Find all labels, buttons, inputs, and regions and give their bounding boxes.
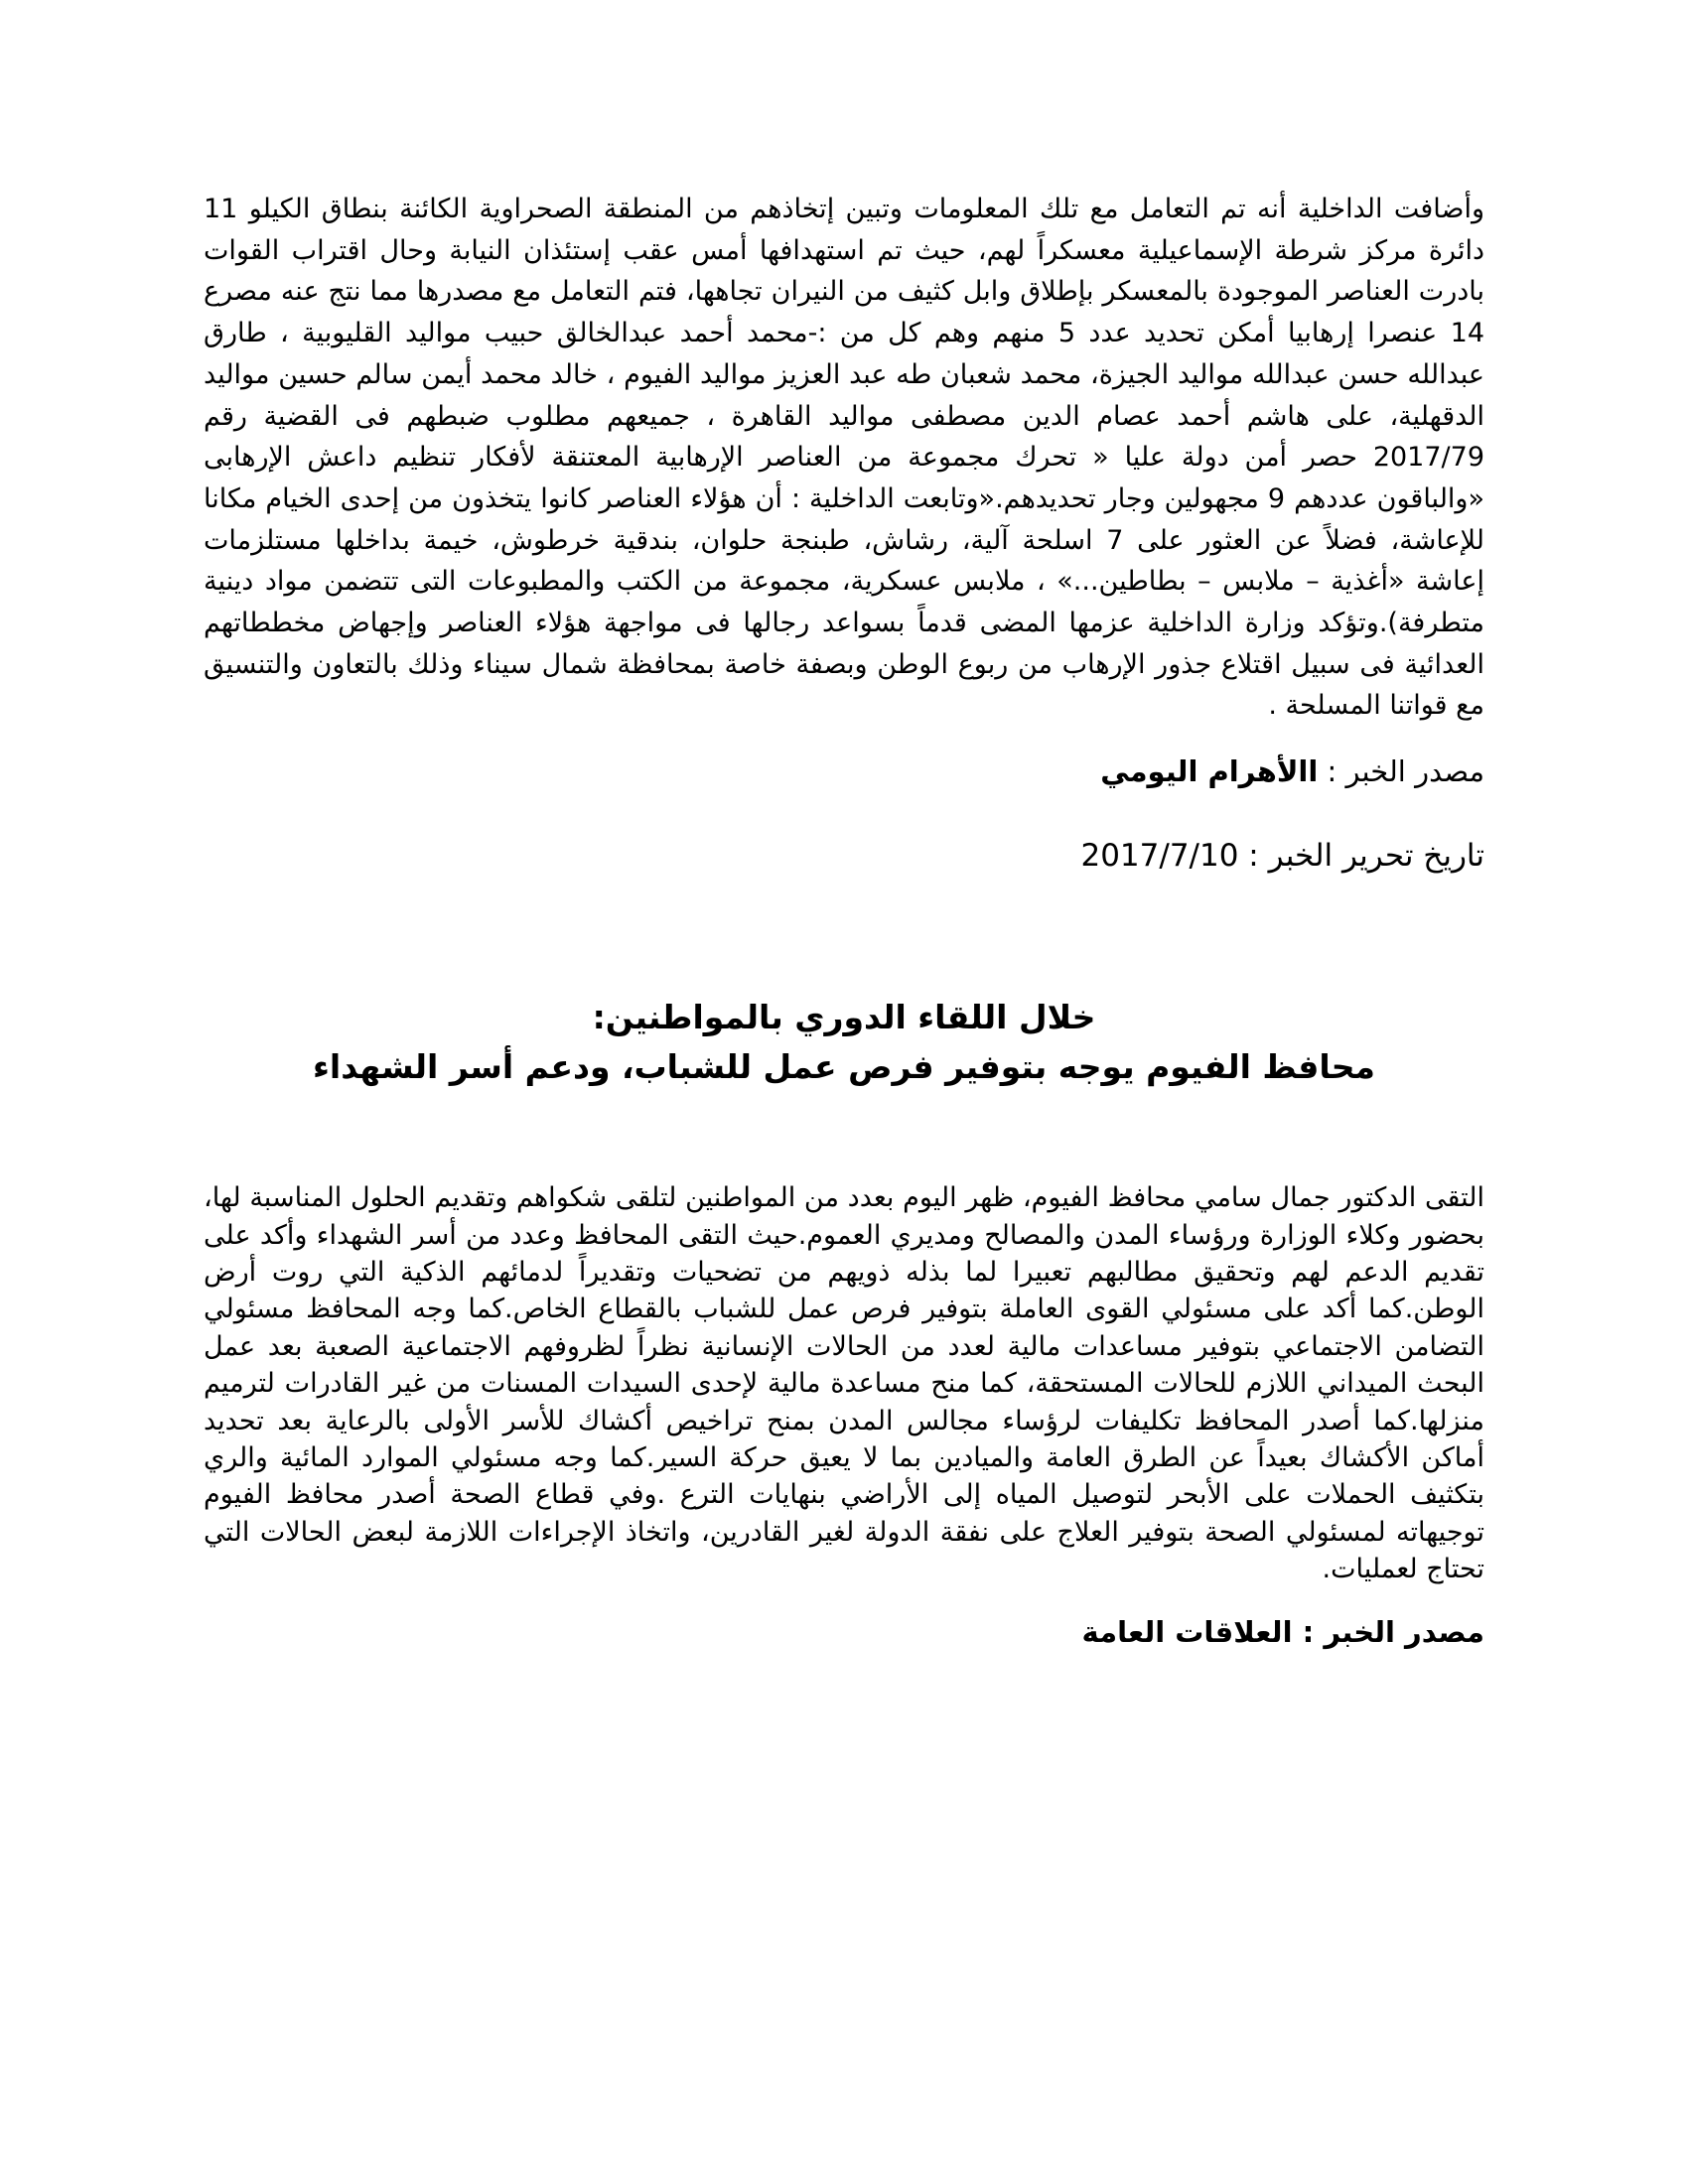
article1-date (204, 838, 1484, 874)
source-value: االأهرام اليومي (1100, 754, 1319, 789)
article2-headline (204, 993, 1484, 1092)
document-page (204, 189, 1484, 1649)
source-label: مصدر الخبر : (1327, 754, 1484, 789)
headline-line-2: محافظ الفيوم يوجه بتوفير فرص عمل للشباب، ودعم أسر الشهداء (313, 1047, 1375, 1087)
date-label: تاريخ تحرير الخبر : (1248, 838, 1484, 875)
headline-line-1: خلال اللقاء الدوري بالمواطنين: (592, 998, 1096, 1037)
article2-source (204, 1615, 1484, 1649)
article1-source (204, 754, 1484, 788)
source-label: مصدر الخبر : (1302, 1614, 1484, 1649)
article1-body: وأضافت الداخلية أنه تم التعامل مع تلك المعلومات وتبين إتخاذهم من المنطقة الصحراوية الكائنة بنطاق الكيلو 11 دائرة مركز شرطة الإسماعيلية معسكراً لهم، حيث تم استهدافها أمس عقب إستئذان النيابة وحال اقتراب القوات بادرت العناصر الموجودة بالمعسكر بإطلاق وابل كثيف من النيران تجاهها، فتم التعامل مع مصدرها مما نتج عنه مصرع 14 عنصرا إرهابيا أمكن تحديد عدد 5 منهم وهم كل من :-محمد أحمد عبدالخالق حبيب مواليد القليوبية ، طارق عبدالله حسن عبدالله مواليد الجيزة، محمد شعبان طه عبد العزيز مواليد الفيوم ، خالد محمد أيمن سالم حسين مواليد الدقهلية، على هاشم أحمد عصام الدين مصطفى مواليد القاهرة ، جميعهم مطلوب ضبطهم فى القضية رقم 2017/79 حصر أمن دولة عليا « تحرك مجموعة من العناصر الإرهابية المعتنقة لأفكار تنظيم داعش الإرهابى «والباقون عددهم 9 مجهولين وجار تحديدهم.«وتابعت الداخلية : أن هؤلاء العناصر كانوا يتخذون من إحدى الخيام مكانا للإعاشة، فضلاً عن العثور على 7 اسلحة آلية، رشاش، طبنجة حلوان، بندقية خرطوش، خيمة بداخلها مستلزمات إعاشة «أغذية – ملابس – بطاطين...» ، ملابس عسكرية، مجموعة من الكتب والمطبوعات التى تتضمن مواد دينية متطرفة).وتؤكد وزارة الداخلية عزمها المضى قدماً بسواعد رجالها فى مواجهة هؤلاء العناصر وإجهاض مخططاتهم العدائية فى سبيل اقتلاع جذور الإرهاب من ربوع الوطن وبصفة خاصة بمحافظة شمال سيناء وذلك بالتعاون والتنسيق مع قواتنا المسلحة . (204, 194, 1485, 722)
date-value: 2017/7/10 (1080, 838, 1239, 875)
source-value: العلاقات العامة (1081, 1614, 1293, 1649)
article2-body: التقى الدكتور جمال سامي محافظ الفيوم، ظهر اليوم بعدد من المواطنين لتلقى شكواهم وتقديم الحلول المناسبة لها، بحضور وكلاء الوزارة ورؤساء المدن والمصالح ومديري العموم.حيث التقى المحافظ وعدد من أسر الشهداء وأكد على تقديم الدعم لهم وتحقيق مطالبهم تعبيرا لما بذله ذويهم من تضحيات وتقديراً لدمائهم الذكية التي روت أرض الوطن.كما أكد على مسئولي القوى العاملة بتوفير فرص عمل للشباب بالقطاع الخاص.كما وجه المحافظ مسئولي التضامن الاجتماعي بتوفير مساعدات مالية لعدد من الحالات الإنسانية نظراً لظروفهم الاجتماعية الصعبة بعد عمل البحث الميداني اللازم للحالات المستحقة، كما منح مساعدة مالية لإحدى السيدات المسنات من غير القادرات لترميم منزلها.كما أصدر المحافظ تكليفات لرؤساء مجالس المدن بمنح تراخيص أكشاك للأسر الأولى بالرعاية بعد تحديد أماكن الأكشاك بعيداً عن الطرق العامة والميادين بما لا يعيق حركة السير.كما وجه مسئولي الموارد المائية والري بتكثيف الحملات على الأبحر لتوصيل المياه إلى الأراضي بنهايات الترع .وفي قطاع الصحة أصدر محافظ الفيوم توجيهاته لمسئولي الصحة بتوفير العلاج على نفقة الدولة لغير القادرين، واتخاذ الإجراءات اللازمة لبعض الحالات التي تحتاج لعمليات. (204, 1182, 1484, 1585)
